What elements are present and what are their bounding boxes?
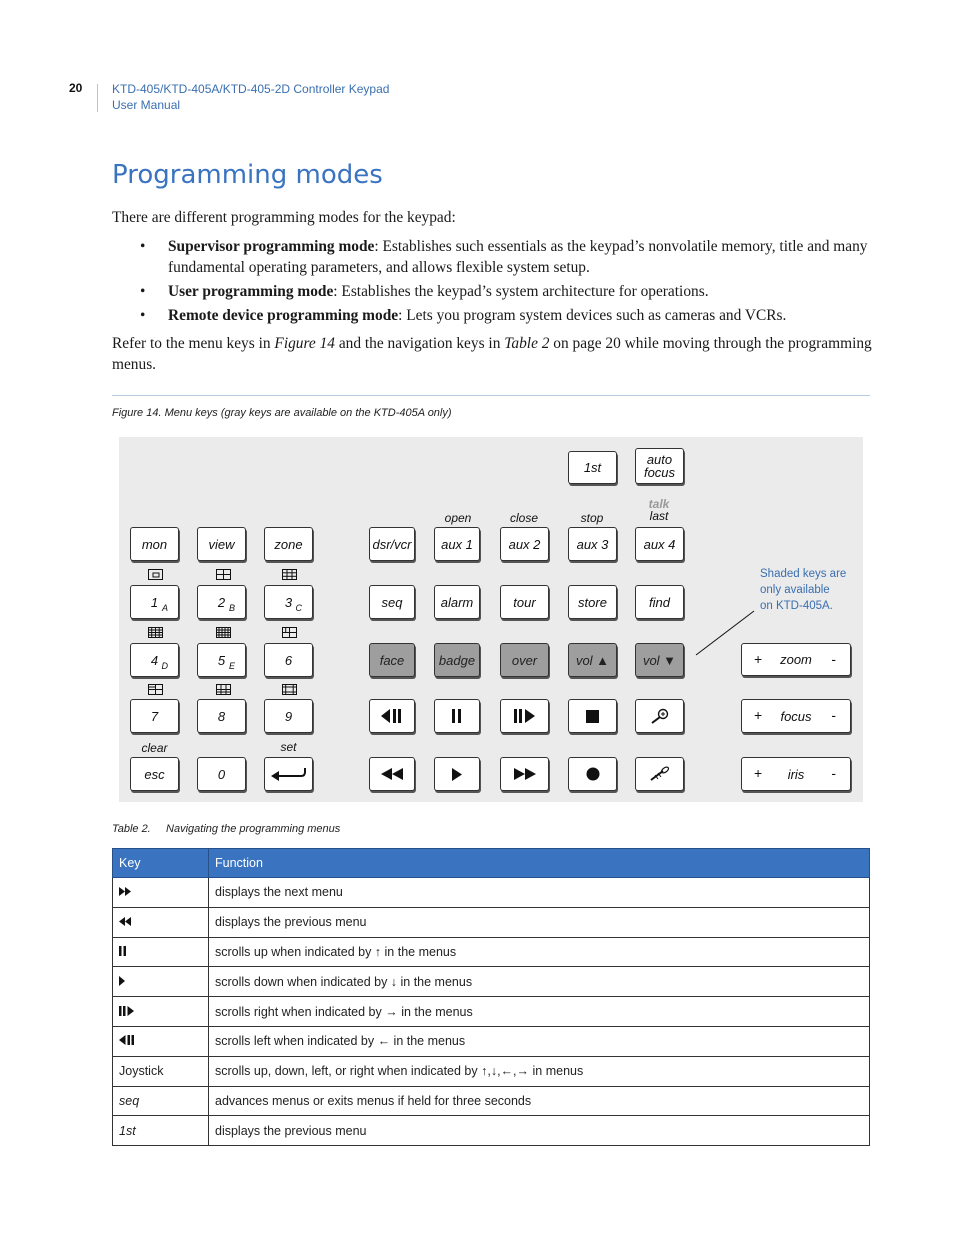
step-forward-icon — [119, 1006, 134, 1016]
step-forward-icon — [514, 709, 536, 723]
key-cell: Joystick — [113, 1056, 209, 1086]
record-icon — [586, 767, 600, 781]
play-icon — [119, 976, 125, 986]
pause-icon — [119, 946, 127, 956]
table-row — [113, 907, 870, 937]
function-cell: scrolls up when indicated by ↑ in the menus — [209, 937, 870, 967]
play-icon — [452, 768, 462, 781]
key-enter — [264, 757, 313, 791]
section-title: Programming modes — [112, 160, 383, 190]
column-header-function: Function — [209, 849, 870, 878]
key-1: 1 A — [130, 585, 179, 619]
rewind-icon — [381, 768, 403, 780]
table-row — [113, 937, 870, 967]
wiper-icon — [649, 766, 671, 782]
navigation-table — [112, 848, 870, 1146]
table-header-row — [113, 849, 870, 878]
key-aux-2: aux 2 — [500, 527, 549, 561]
list-item: • Remote device programming mode: Lets you program system devices such as cameras and VCRs. — [140, 307, 787, 324]
key-3: 3 C — [264, 585, 313, 619]
figure-link[interactable]: Figure 14 — [274, 335, 335, 352]
key-mon: mon — [130, 527, 179, 561]
list-item: • User programming mode: Establishes the keypad’s system architecture for operations. — [140, 283, 709, 300]
thirteen-view-icon — [282, 684, 297, 695]
figure-caption: Figure 14. Menu keys (gray keys are available on the KTD-405A only) — [112, 407, 452, 419]
mode-name: User programming mode — [168, 283, 334, 300]
label-last: last — [649, 509, 669, 523]
magnifier-icon — [650, 708, 670, 724]
key-cell: seq — [113, 1086, 209, 1116]
key-step-back — [369, 699, 415, 733]
key-aux-4: aux 4 — [635, 527, 684, 561]
single-view-icon — [148, 569, 163, 580]
key-cell — [113, 937, 209, 967]
key-cell — [113, 967, 209, 997]
table-row — [113, 878, 870, 908]
key-vol-up: vol ▲ — [568, 643, 617, 677]
section-rule — [112, 395, 870, 396]
function-cell: displays the previous menu — [209, 907, 870, 937]
key-badge: badge — [434, 643, 480, 677]
label-open: open — [444, 511, 472, 525]
key-4: 4 D — [130, 643, 179, 677]
reference-paragraph: Refer to the menu keys in Figure 14 and the navigation keys in Table 2 on page 20 while moving through the programming menus. — [112, 335, 872, 373]
key-store: store — [568, 585, 617, 619]
multi-view-icon — [216, 627, 231, 638]
key-aux-3: aux 3 — [568, 527, 617, 561]
table-row — [113, 997, 870, 1027]
mode-name: Supervisor programming mode — [168, 238, 375, 255]
key-cell — [113, 907, 209, 937]
label-clear: clear — [141, 741, 168, 755]
key-play — [434, 757, 480, 791]
quad-view-icon — [216, 569, 231, 580]
label-set: set — [280, 740, 297, 754]
list-item: • Supervisor programming mode: Establishes such essentials as the keypad’s nonvolatile memory, title and many fundamental operating parameters, and allows flexible system setup. — [140, 238, 868, 276]
key-tour: tour — [500, 585, 549, 619]
key-9: 9 — [264, 699, 313, 733]
key-pause — [434, 699, 480, 733]
key-cell — [113, 1026, 209, 1056]
key-0: 0 — [197, 757, 246, 791]
key-iris: + iris - — [741, 757, 851, 791]
key-1st: 1st — [568, 451, 617, 484]
key-stop — [568, 699, 617, 733]
intro-paragraph: There are different programming modes for the keypad: — [112, 209, 456, 226]
label-close: close — [509, 511, 538, 525]
sixteen-view-icon — [148, 627, 163, 638]
key-face: face — [369, 643, 415, 677]
callout-line — [694, 609, 756, 657]
fast-forward-icon — [514, 768, 536, 780]
step-back-icon — [381, 709, 403, 723]
key-zoom: + zoom - — [741, 643, 851, 676]
six-view-icon — [148, 684, 163, 695]
nine-view-icon — [282, 569, 297, 580]
key-zone: zone — [264, 527, 313, 561]
key-6: 6 — [264, 643, 313, 677]
function-cell: scrolls left when indicated by ← in the menus — [209, 1026, 870, 1056]
key-alarm: alarm — [434, 585, 480, 619]
key-vol-down: vol ▼ — [635, 643, 684, 677]
ten-view-icon — [216, 684, 231, 695]
mode-desc: : Lets you program system devices such as cameras and VCRs. — [398, 307, 787, 324]
step-back-icon — [119, 1035, 134, 1045]
mode-list — [112, 236, 872, 329]
mode-name: Remote device programming mode — [168, 307, 399, 324]
table-row — [113, 1056, 870, 1086]
key-rewind — [369, 757, 415, 791]
key-7: 7 — [130, 699, 179, 733]
key-2: 2 B — [197, 585, 246, 619]
pause-icon — [452, 709, 462, 723]
table-row — [113, 1116, 870, 1146]
fast-forward-icon — [119, 887, 131, 896]
label-stop: stop — [580, 511, 604, 525]
column-header-key: Key — [113, 849, 209, 878]
table-row — [113, 967, 870, 997]
key-esc: esc — [130, 757, 179, 791]
split-view-icon — [282, 627, 297, 638]
function-cell: advances menus or exits menus if held for three seconds — [209, 1086, 870, 1116]
shaded-keys-note: Shaded keys are only available on KTD-405A. — [760, 568, 847, 612]
running-header — [112, 81, 389, 113]
key-view: view — [197, 527, 246, 561]
key-dsr-vcr: dsr/vcr — [369, 527, 415, 561]
function-cell: scrolls right when indicated by → in the menus — [209, 997, 870, 1027]
function-cell: displays the next menu — [209, 878, 870, 908]
page-number: 20 — [69, 81, 83, 95]
key-auto-focus: auto focus — [635, 448, 684, 484]
key-fast-forward — [500, 757, 549, 791]
key-8: 8 — [197, 699, 246, 733]
table-caption: Table 2. Navigating the programming menus — [112, 823, 341, 835]
stop-icon — [586, 710, 599, 723]
key-seq: seq — [369, 585, 415, 619]
key-cell — [113, 878, 209, 908]
key-wiper — [635, 757, 684, 791]
table-row — [113, 1086, 870, 1116]
table-link[interactable]: Table 2 — [504, 335, 550, 352]
function-cell: displays the previous menu — [209, 1116, 870, 1146]
keypad-figure — [119, 437, 863, 802]
function-cell: scrolls up, down, left, or right when indicated by ↑,↓,←,→ in menus — [209, 1056, 870, 1086]
header-divider — [97, 84, 98, 112]
mode-desc: : Establishes such essentials as the keypad’s nonvolatile memory, title and many fundamental operating parameters, and allows flexible system setup. — [168, 238, 868, 276]
key-cell — [113, 997, 209, 1027]
label-talk: talk — [648, 497, 670, 511]
key-zoom-in — [635, 699, 684, 733]
key-5: 5 E — [197, 643, 246, 677]
key-over: over — [500, 643, 549, 677]
key-aux-1: aux 1 — [434, 527, 480, 561]
mode-desc: : Establishes the keypad’s system architecture for operations. — [333, 283, 709, 300]
key-focus: + focus - — [741, 699, 851, 733]
function-cell: scrolls down when indicated by ↓ in the menus — [209, 967, 870, 997]
header-doc-type: User Manual — [112, 98, 181, 112]
key-find: find — [635, 585, 684, 619]
table-row — [113, 1026, 870, 1056]
key-record — [568, 757, 617, 791]
rewind-icon — [119, 917, 131, 926]
key-step-forward — [500, 699, 549, 733]
enter-arrow-icon — [271, 766, 307, 782]
header-product: KTD-405/KTD-405A/KTD-405-2D Controller Keypad — [112, 82, 390, 96]
key-cell: 1st — [113, 1116, 209, 1146]
